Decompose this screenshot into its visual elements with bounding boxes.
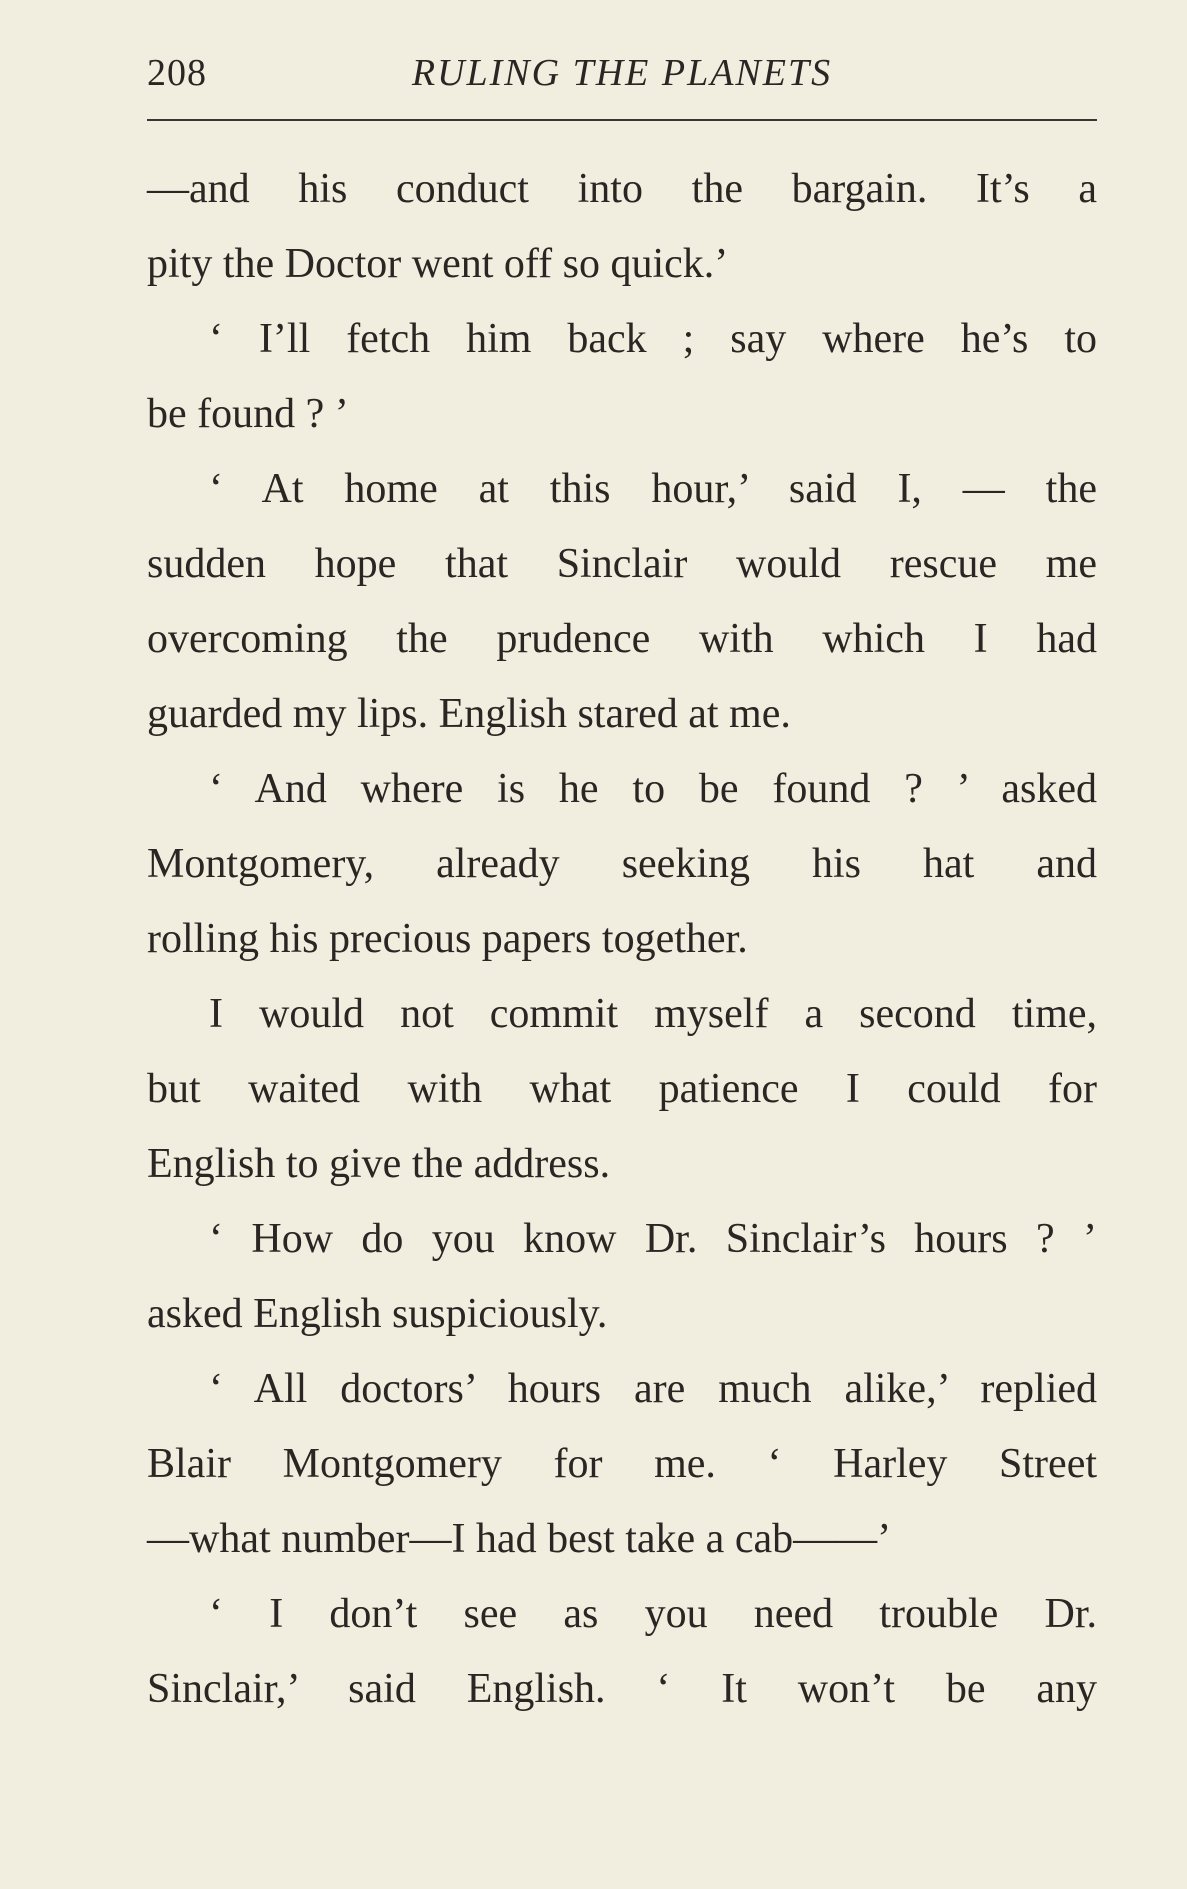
text-line: rolling his precious papers together. <box>147 916 748 962</box>
text-line: I would not commit myself a second time, <box>209 991 1097 1037</box>
text-line: Montgomery, already seeking his hat and <box>147 841 1097 887</box>
text-line: —and his conduct into the bargain. It’s a <box>147 166 1097 212</box>
running-title: RULING THE PLANETS <box>411 52 833 94</box>
text-line: asked English suspiciously. <box>147 1291 608 1337</box>
text-line: overcoming the prudence with which I had <box>147 616 1097 662</box>
text-line: be found ? ’ <box>147 391 349 437</box>
text-line: ‘ I don’t see as you need trouble Dr. <box>209 1591 1097 1637</box>
text-line: ‘ And where is he to be found ? ’ asked <box>209 766 1097 812</box>
text-line: guarded my lips. English stared at me. <box>147 691 791 737</box>
text-line: —what number—I had best take a cab——’ <box>147 1516 892 1562</box>
text-line: ‘ How do you know Dr. Sinclair’s hours ? ’ <box>209 1216 1097 1262</box>
text-line: English to give the address. <box>147 1141 611 1187</box>
text-line: Blair Montgomery for me. ‘ Harley Street <box>147 1441 1097 1487</box>
body-text <box>147 152 1097 1727</box>
text-line: sudden hope that Sinclair would rescue me <box>147 541 1097 587</box>
text-line: ‘ I’ll fetch him back ; say where he’s to <box>209 316 1097 362</box>
header-rule <box>147 119 1097 121</box>
page-number: 208 <box>147 52 207 94</box>
text-line: Sinclair,’ said English. ‘ It won’t be any <box>147 1666 1097 1712</box>
text-line: ‘ All doctors’ hours are much alike,’ replied <box>209 1366 1097 1412</box>
text-line: ‘ At home at this hour,’ said I, — the <box>209 466 1097 512</box>
running-head <box>147 48 1097 98</box>
text-line: pity the Doctor went off so quick.’ <box>147 241 729 287</box>
text-line: but waited with what patience I could for <box>147 1066 1097 1112</box>
